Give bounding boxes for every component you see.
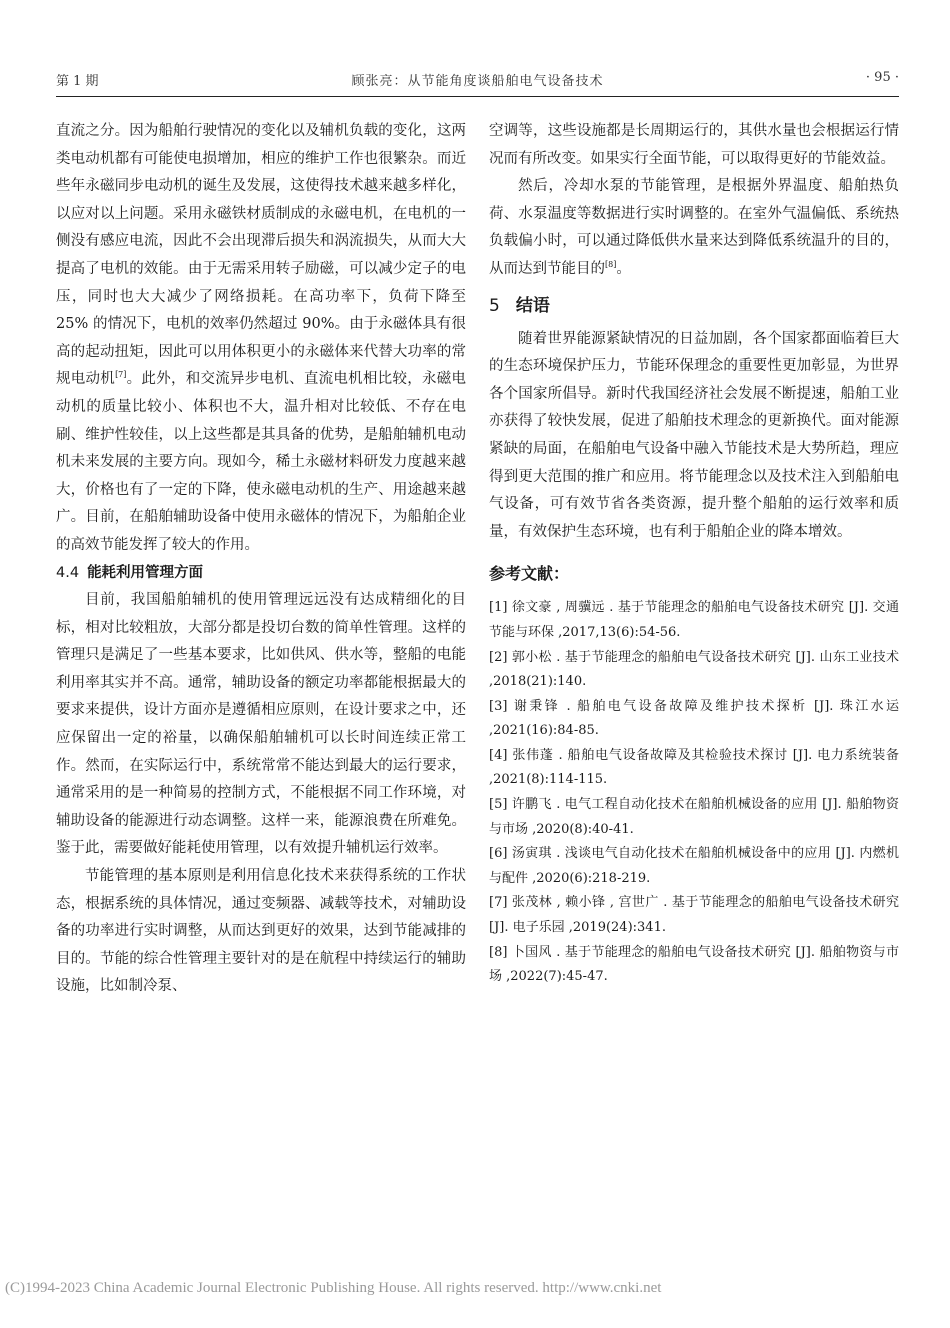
section-heading-4-4: [56, 560, 466, 588]
reference-item: [3] 谢秉锋 . 船舶电气设备故障及维护技术探析 [J]. 珠江水运 ,2021(16):84-85.: [489, 698, 899, 739]
reference-item: [1] 徐文豪 , 周骥远 . 基于节能理念的船舶电气设备技术研究 [J]. 交通节能与环保 ,2017,13(6):54-56.: [489, 600, 899, 640]
reference-item: [8] 卜国风 . 基于节能理念的船舶电气设备技术研究 [J]. 船舶物资与市场 ,2022(7):45-47.: [489, 944, 899, 985]
body-paragraph: [489, 173, 899, 283]
issue-number: 第 1 期: [56, 74, 99, 89]
section-number: 5: [489, 295, 500, 316]
body-paragraph: 目前，我国船舶辅机的使用管理远远没有达成精细化的目标，相对比较粗放，大部分都是投切台数的简单性管理。这样的管理只是满足了一些基本要求，比如供风、供水等，整船的电能利用率其实并不高。通常，辅助设备的额定功率都能根据最大的要求来提供，设计方面亦是遵循相应原则，在设计要求之中，还应保留出一定的裕量，以确保船舶辅机可以长时间连续正常工作。然而，在实际运行中，系统常常不能达到最大的运行要求，通常采用的是一种简易的控制方式，不能根据不同工作环境，对辅助设备的能源进行动态调整。这样一来，能源浪费在所难免。鉴于此，需要做好能耗使用管理，以有效提升辅机运行效率。: [56, 592, 466, 857]
left-column: [56, 118, 466, 1001]
section-heading-5: [489, 292, 899, 320]
reference-item: [6] 汤寅琪 . 浅谈电气自动化技术在船舶机械设备中的应用 [J]. 内燃机与配件 ,2020(6):218-219.: [489, 846, 899, 886]
paragraph-text: 直流之分。因为船舶行驶情况的变化以及辅机负载的变化，这两类电动机都有可能使电损增加，相应的维护工作也很繁杂。而近些年永磁同步电动机的诞生及发展，这使得技术越来越多样化，以应对以上问题。采用永磁铁材质制成的永磁电机，在电机的一侧没有感应电流，因此不会出现滞后损失和涡流损失，从而大大提高了电机的效能。由于无需采用转子励磁，可以减少定子的电压，同时也大大减少了网络损耗。在高功率下，负荷下降至 25% 的情况下，电机的效率仍然超过 90%。由于永磁体具有很高的起动扭矩，因此可以用体积更小的永磁体来代替大功率的常规电动机: [56, 123, 466, 388]
citation-7[interactable]: [7]: [115, 370, 127, 380]
section-title: 能耗利用管理方面: [87, 564, 204, 581]
paragraph-text: 然后，冷却水泵的节能管理，是根据外界温度、船舶热负荷、水泵温度等数据进行实时调整的。在室外气温偏低、系统热负载偏小时，可以通过降低供水量来达到降低系统温升的目的，从而达到节能目的: [489, 178, 899, 277]
paragraph-text: 。: [616, 260, 631, 277]
reference-list: [489, 596, 899, 990]
body-paragraph: [56, 118, 466, 560]
body-paragraph: 节能管理的基本原则是利用信息化技术来获得系统的工作状态，根据系统的具体情况，通过变频器、减载等技术，对辅助设备的功率进行实时调整，从而达到更好的效果，达到节能减排的目的。节能的综合性管理主要针对的是在航程中持续运行的辅助设施，比如制冷泵、: [56, 868, 466, 995]
citation-8[interactable]: [8]: [605, 260, 617, 270]
body-paragraph: 空调等，这些设施都是长周期运行的，其供水量也会根据运行情况而有所改变。如果实行全面节能，可以取得更好的节能效益。: [489, 123, 899, 167]
references-heading: 参考文献：: [489, 564, 570, 584]
reference-item: [5] 许鹏飞 . 电气工程自动化技术在船舶机械设备的应用 [J]. 船舶物资与市场 ,2020(8):40-41.: [489, 797, 899, 837]
section-number: 4.4: [56, 564, 80, 581]
reference-item: [7] 张茂林 , 赖小锋 , 宫世广 . 基于节能理念的船舶电气设备技术研究 [J]. 电子乐园 ,2019(24):341.: [489, 895, 899, 936]
reference-item: [2] 郭小松 . 基于节能理念的船舶电气设备技术研究 [J]. 山东工业技术 ,2018(21):140.: [489, 649, 899, 690]
page-header: [56, 70, 899, 92]
paragraph-text: 。此外，和交流异步电机、直流电机相比较，永磁电动机的质量比较小、体积也不大，温升相对比较低、不存在电刷、维护性较佳，以上这些都是其具备的优势，是船舶辅机电动机未来发展的主要方向。现如今，稀土永磁材料研发力度越来越大，价格也有了一定的下降，使永磁电动机的生产、用途越来越广。目前，在船舶辅助设备中使用永磁体的情况下，为船舶企业的高效节能发挥了较大的作用。: [56, 371, 467, 553]
running-title: 顾张亮：从节能角度谈船舶电气设备技术: [351, 74, 604, 89]
right-column: [489, 118, 899, 990]
body-paragraph: 随着世界能源紧缺情况的日益加剧，各个国家都面临着巨大的生态环境保护压力，节能环保理念的重要性更加彰显，为世界各个国家所倡导。新时代我国经济社会发展不断提速，船舶工业亦获得了较快发展，促进了船舶技术理念的更新换代。面对能源紧缺的局面，在船舶电气设备中融入节能技术是大势所趋，理应得到更大范围的推广和应用。将节能理念以及技术注入到船舶电气设备，可有效节省各类资源，提升整个船舶的运行效率和质量，有效保护生态环境，也有利于船舶企业的降本增效。: [489, 330, 899, 540]
section-title: 结语: [515, 295, 550, 316]
copyright-footer: (C)1994-2023 China Academic Journal Electronic Publishing House. All rights reserved. http://www.cnki.net: [5, 1280, 662, 1296]
reference-item: [4] 张伟蓬 . 船舶电气设备故障及其检验技术探讨 [J]. 电力系统装备 ,2021(8):114-115.: [489, 747, 899, 788]
page-number: · 95 ·: [865, 70, 899, 85]
header-rule: [56, 96, 899, 97]
